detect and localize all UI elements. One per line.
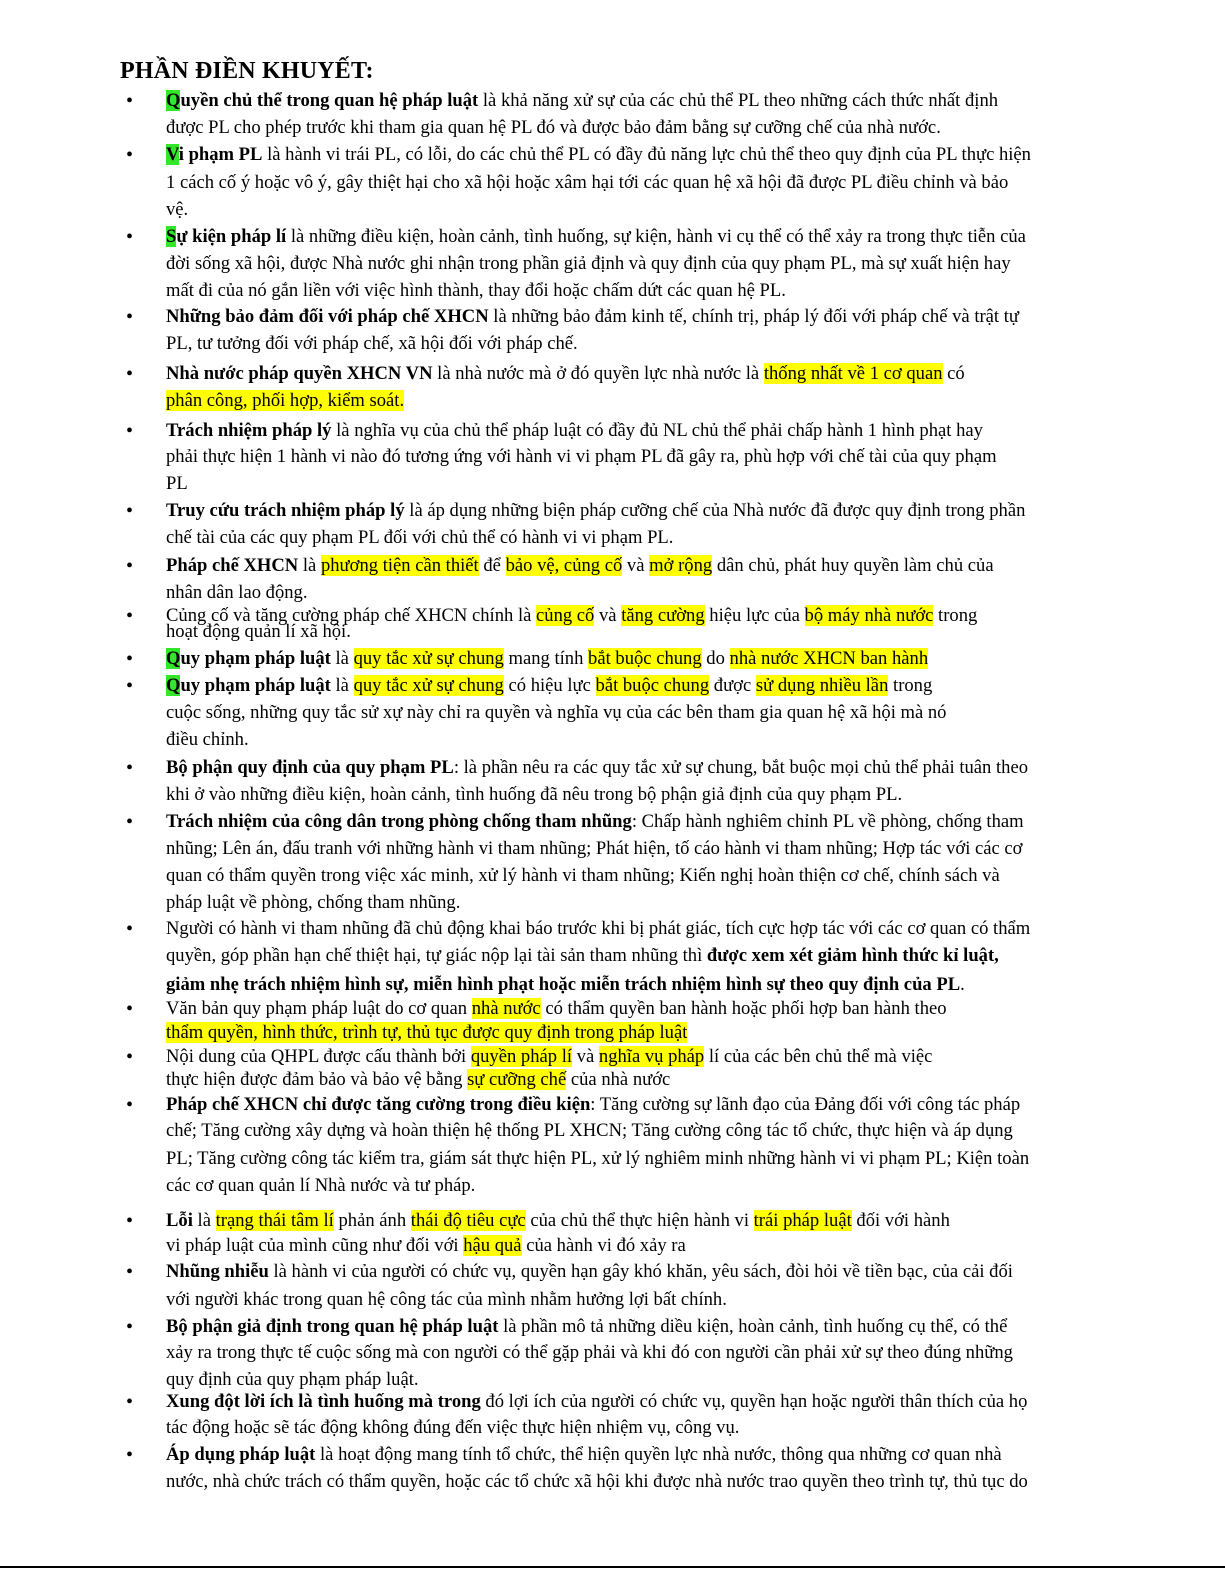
text-line (166, 1471, 1028, 1493)
text-line (166, 306, 1019, 328)
bold-term: Bộ phận quy định của quy phạm PL (166, 757, 454, 778)
bold-term: ự kiện pháp lí (176, 226, 287, 247)
highlighted-phrase: bắt buộc chung (595, 675, 710, 696)
text-run: là hành vi trái PL, có lỗi, do các chủ thể PL có đầy đủ năng lực chủ thể theo quy định của PL thực hiện (262, 144, 1031, 165)
highlighted-phrase: trạng thái tâm lí (215, 1210, 334, 1231)
text-run: đời sống xã hội, được Nhà nước ghi nhận trong phần giả định và quy định của quy phạm PL, mà sự xuất hiện hay (166, 253, 1011, 274)
bullet-marker: • (126, 757, 134, 779)
bullet-marker: • (126, 555, 134, 577)
text-run: Nội dung của QHPL được cấu thành bởi (166, 1046, 471, 1067)
bold-term: Nhà nước pháp quyền XHCN VN (166, 363, 433, 384)
bullet-marker: • (126, 675, 134, 697)
text-line (166, 172, 1008, 194)
highlighted-phrase: nhà nước (471, 998, 541, 1019)
highlighted-phrase: thống nhất về 1 cơ quan (763, 363, 943, 384)
bold-term: Trách nhiệm pháp lý (166, 420, 332, 441)
text-run: : là phần nêu ra các quy tắc xử sự chung, bắt buộc mọi chủ thể phải tuân theo (453, 757, 1029, 778)
text-run: nước, nhà chức trách có thẩm quyền, hoặc các tổ chức xã hội khi được nhà nước trao quyền theo trình tự, thủ tục do (166, 1471, 1028, 1492)
text-run: là hành vi của người có chức vụ, quyền hạn gây khó khăn, yêu sách, đòi hỏi về tiền bạc, của cải đối (268, 1261, 1013, 1282)
bold-term: Áp dụng pháp luật (166, 1444, 316, 1465)
highlighted-initial: Q (166, 90, 181, 111)
text-run: với người khác trong quan hệ công tác của mình nhằm hưởng lợi bất chính. (166, 1289, 727, 1310)
text-run: có hiệu lực (503, 675, 596, 696)
text-run: Người có hành vi tham nhũng đã chủ động khai báo trước khi bị phát giác, tích cực hợp tác với các cơ quan có thẩm (166, 918, 1031, 939)
text-run: được PL cho phép trước khi tham gia quan hệ PL đó và được bảo đảm bằng sự cưỡng chế của nhà nước. (166, 117, 941, 138)
text-line (166, 1148, 1029, 1170)
text-run: quyền, góp phần hạn chế thiệt hại, tự giác nộp lại tài sản tham nhũng thì (166, 945, 707, 966)
text-run: PL, tư tưởng đối với pháp chế, xã hội đối với pháp chế. (166, 333, 578, 354)
text-run: và (594, 605, 622, 626)
bold-term: uy phạm pháp luật (180, 648, 331, 669)
bullet-marker: • (126, 90, 134, 112)
text-line (166, 865, 1000, 887)
highlighted-phrase: hậu quả (463, 1235, 522, 1256)
text-run: cuộc sống, những quy tắc sử xự này chỉ ra quyền và nghĩa vụ của các bên tham gia quan hệ xã hội mà nó (166, 702, 947, 723)
bullet-marker: • (126, 306, 134, 328)
text-line (166, 1022, 687, 1044)
text-line (166, 675, 932, 697)
bold-term: uy phạm pháp luật (180, 675, 331, 696)
text-line (166, 527, 673, 549)
bullet-marker: • (126, 226, 134, 248)
bullet-marker: • (126, 918, 134, 940)
bullet-marker: • (126, 1391, 134, 1413)
text-run: lí của các bên chủ thể mà việc (704, 1046, 933, 1067)
text-line (166, 1289, 727, 1311)
text-run: PL; Tăng cường công tác kiểm tra, giám sát thực hiện PL, xử lý nghiêm minh những hành vi vi phạm PL; Kiện toàn (166, 1148, 1030, 1169)
text-line (166, 446, 997, 468)
text-run: trong (888, 675, 933, 696)
text-run: để (478, 555, 506, 576)
highlighted-phrase: sử dụng nhiều lần (755, 675, 889, 696)
text-run: có (942, 363, 965, 384)
text-run: PL (166, 473, 188, 494)
text-run: do (701, 648, 730, 669)
text-line (166, 1120, 1013, 1142)
text-line (166, 1094, 1020, 1116)
text-run: chế tài của các quy phạm PL đối với chủ thể có hành vi vi phạm PL. (166, 527, 674, 548)
text-run: 1 cách cố ý hoặc vô ý, gây thiệt hại cho xã hội hoặc xâm hại tới các quan hệ xã hội đã được PL điều chỉnh và bảo (166, 172, 1009, 193)
text-run: : Chấp hành nghiêm chỉnh PL về phòng, chống tham (631, 811, 1024, 832)
text-run: của chủ thể thực hiện hành vi (525, 1210, 754, 1231)
text-run: trong (933, 605, 978, 626)
text-run: được (709, 675, 756, 696)
highlighted-phrase: quy tắc xử sự chung (353, 675, 504, 696)
bullet-marker: • (126, 1046, 134, 1068)
text-run: là phần mô tả những diều kiện, hoàn cảnh, tình huống cụ thể, có thể (498, 1316, 1008, 1337)
text-run: dân chủ, phát huy quyền làm chủ của (712, 555, 994, 576)
text-line (166, 582, 308, 604)
bullet-marker: • (126, 1210, 134, 1232)
highlighted-phrase: phân công, phối hợp, kiểm soát. (166, 390, 405, 411)
text-line (166, 784, 902, 806)
text-line (166, 729, 249, 751)
text-line (166, 702, 946, 724)
text-line (166, 998, 947, 1020)
text-run: điều chỉnh. (166, 729, 249, 750)
text-line (166, 333, 578, 355)
text-run: là (298, 555, 321, 576)
text-line (166, 1444, 1002, 1466)
highlighted-phrase: bắt buộc chung (588, 648, 702, 669)
page-title: PHẦN ĐIỀN KHUYẾT: (120, 58, 374, 84)
text-line (166, 1342, 1013, 1364)
text-run: quy định của quy phạm pháp luật. (166, 1369, 419, 1390)
text-line (166, 838, 1023, 860)
text-run: phải thực hiện 1 hành vi nào đó tương ứng với hành vi vi phạm PL đã gây ra, phù hợp với chế tài của quy phạm (166, 446, 997, 467)
bold-term: Pháp chế XHCN chỉ được tăng cường trong điều kiện (166, 1094, 591, 1115)
highlighted-phrase: nghĩa vụ pháp (598, 1046, 705, 1067)
text-run: mang tính (503, 648, 589, 669)
text-run: . (960, 974, 965, 995)
text-run: phản ánh (333, 1210, 411, 1231)
text-run: và (572, 1046, 599, 1067)
highlighted-phrase: sự cưỡng chế (467, 1069, 567, 1090)
text-run: pháp luật về phòng, chống tham nhũng. (166, 892, 461, 913)
text-run: là những điều kiện, hoàn cảnh, tình huống, sự kiện, hành vi cụ thể có thể xảy ra trong thực tiễn của (286, 226, 1026, 247)
highlighted-initial: Q (166, 648, 181, 669)
bold-term: Những bảo đảm đối với pháp chế XHCN (166, 306, 489, 327)
text-run: hoạt động quản lí xã hội. (166, 621, 351, 642)
text-line (166, 1391, 1027, 1413)
text-line (166, 1316, 1007, 1338)
text-run: là hoạt động mang tính tổ chức, thể hiện quyền lực nhà nước, thông qua những cơ quan nhà (315, 1444, 1002, 1465)
bold-term: Truy cứu trách nhiệm pháp lý (166, 500, 405, 521)
text-line (166, 555, 994, 577)
highlighted-phrase: trái pháp luật (753, 1210, 852, 1231)
text-line (166, 280, 786, 302)
text-run: là những bảo đảm kinh tế, chính trị, pháp lý đối với pháp chế và trật tự (488, 306, 1019, 327)
text-run: nhân dân lao động. (166, 582, 308, 603)
bold-term: Bộ phận giả định trong quan hệ pháp luật (166, 1316, 499, 1337)
text-run: của nhà nước (566, 1069, 671, 1090)
highlighted-initial: V (166, 144, 179, 165)
highlighted-initial: S (166, 226, 177, 247)
bullet-marker: • (126, 1444, 134, 1466)
highlighted-phrase: củng cố (536, 605, 595, 626)
text-line (166, 253, 1011, 275)
text-run: tác động hoặc sẽ tác động không đúng đến việc thực hiện nhiệm vụ, công vụ. (166, 1417, 740, 1438)
text-line (166, 892, 460, 914)
text-line (166, 648, 928, 670)
text-line (166, 144, 1031, 166)
bullet-marker: • (126, 1316, 134, 1338)
highlighted-phrase: bảo vệ, củng cố (505, 555, 623, 576)
text-run: là (330, 648, 354, 669)
bullet-marker: • (126, 605, 134, 627)
text-run: đối với hành (851, 1210, 950, 1231)
text-run: là khả năng xử sự của các chủ thể PL theo những cách thức nhất định (478, 90, 999, 111)
bullet-marker: • (126, 500, 134, 522)
highlighted-phrase: nhà nước XHCN ban hành (729, 648, 929, 669)
bullet-marker: • (126, 1094, 134, 1116)
text-line (166, 117, 941, 139)
bullet-marker: • (126, 811, 134, 833)
bold-term: uyền chủ thể trong quan hệ pháp luật (180, 90, 479, 111)
bullet-marker: • (126, 144, 134, 166)
bullet-marker: • (126, 420, 134, 442)
text-run: thực hiện được đảm bảo và bảo vệ bằng (166, 1069, 468, 1090)
bullet-marker: • (126, 998, 134, 1020)
text-line (166, 811, 1024, 833)
highlighted-phrase: thái độ tiêu cực (410, 1210, 526, 1231)
text-line (166, 1417, 739, 1439)
text-line (166, 918, 1030, 940)
text-line (166, 1261, 1013, 1283)
text-line (166, 500, 1025, 522)
text-run: là nhà nước mà ở đó quyền lực nhà nước là (432, 363, 764, 384)
text-run: hiệu lực của (704, 605, 805, 626)
text-run: khi ở vào những điều kiện, hoàn cảnh, tình huống đã nêu trong bộ phận giả định của quy phạm PL. (166, 784, 903, 805)
bold-term: Lỗi (166, 1210, 193, 1231)
text-run: có thẩm quyền ban hành hoặc phối hợp ban hành theo (540, 998, 947, 1019)
text-line (166, 1046, 932, 1068)
text-line (166, 1235, 686, 1257)
text-run: các cơ quan quản lí Nhà nước và tư pháp. (166, 1175, 476, 1196)
text-run: nhũng; Lên án, đấu tranh với những hành vi tham nhũng; Phát hiện, tố cáo hành vi tham nhũng; Hợp tác với các cơ (166, 838, 1023, 859)
text-run: : Tăng cường sự lãnh đạo của Đảng đối với công tác pháp (590, 1094, 1021, 1115)
text-line (166, 420, 983, 442)
bold-term: Pháp chế XHCN (166, 555, 299, 576)
text-line (166, 1369, 419, 1391)
text-run: mất đi của nó gắn liền với việc hình thành, thay đổi hoặc chấm dứt các quan hệ PL. (166, 280, 786, 301)
bullet-marker: • (126, 1261, 134, 1283)
text-run: vi pháp luật của mình cũng như đối với (166, 1235, 464, 1256)
highlighted-phrase: bộ máy nhà nước (804, 605, 934, 626)
text-line (166, 1210, 950, 1232)
text-line (166, 945, 999, 967)
text-line (166, 1175, 475, 1197)
highlighted-phrase: quyền pháp lí (470, 1046, 573, 1067)
text-run: đó lợi ích của người có chức vụ, quyền hạn hoặc người thân thích của họ (480, 1391, 1028, 1412)
text-line (166, 757, 1028, 779)
text-line (166, 390, 404, 412)
text-line (166, 363, 965, 385)
text-run: và (622, 555, 650, 576)
bullet-marker: • (126, 648, 134, 670)
bold-term: giảm nhẹ trách nhiệm hình sự, miễn hình phạt hoặc miễn trách nhiệm hình sự theo quy định của PL (166, 974, 961, 995)
highlighted-phrase: mở rộng (649, 555, 713, 576)
text-line (166, 90, 998, 112)
text-run: là nghĩa vụ của chủ thể pháp luật có đầy đủ NL chủ thể phải chấp hành 1 hình phạt hay (331, 420, 983, 441)
text-run: Củng cố và tăng cường pháp chế XHCN chính là (166, 605, 537, 626)
text-run: Văn bản quy phạm pháp luật do cơ quan (166, 998, 472, 1019)
bold-term: i phạm PL (178, 144, 263, 165)
text-run: của hành vi đó xảy ra (521, 1235, 686, 1256)
highlighted-phrase: quy tắc xử sự chung (353, 648, 504, 669)
highlighted-initial: Q (166, 675, 181, 696)
text-run: là (330, 675, 354, 696)
text-run: là (192, 1210, 216, 1231)
highlighted-phrase: phương tiện cần thiết (320, 555, 479, 576)
highlighted-phrase: thẩm quyền, hình thức, trình tự, thủ tục được quy định trong pháp luật (166, 1022, 688, 1043)
text-run: vệ. (166, 199, 189, 220)
text-line (166, 473, 188, 495)
bullet-marker: • (126, 363, 134, 385)
page-bottom-rule (0, 1566, 1225, 1568)
highlighted-phrase: tăng cường (621, 605, 705, 626)
text-run: xảy ra trong thực tế cuộc sống mà con người có thể gặp phải và khi đó con người cần phải xử sự theo đúng những (166, 1342, 1013, 1363)
text-run: quan có thẩm quyền trong việc xác minh, xử lý hành vi tham nhũng; Kiến nghị hoàn thiện cơ chế, chính sách và (166, 865, 1000, 886)
bold-term: Trách nhiệm của công dân trong phòng chống tham nhũng (166, 811, 632, 832)
bold-term: Nhũng nhiễu (166, 1261, 269, 1282)
text-line (166, 226, 1026, 248)
text-run: chế; Tăng cường xây dựng và hoàn thiện hệ thống PL XHCN; Tăng cường công tác tổ chức, thực hiện và áp dụng (166, 1120, 1013, 1141)
text-line (166, 199, 188, 221)
text-line (166, 1069, 670, 1091)
bold-term: Xung đột lời ích là tình huống mà trong (166, 1391, 481, 1412)
text-run: là áp dụng những biện pháp cưỡng chế của Nhà nước đã được quy định trong phần (404, 500, 1026, 521)
bold-term: được xem xét giảm hình thức kỉ luật, (706, 945, 999, 966)
text-line (166, 621, 351, 643)
text-line (166, 974, 965, 996)
